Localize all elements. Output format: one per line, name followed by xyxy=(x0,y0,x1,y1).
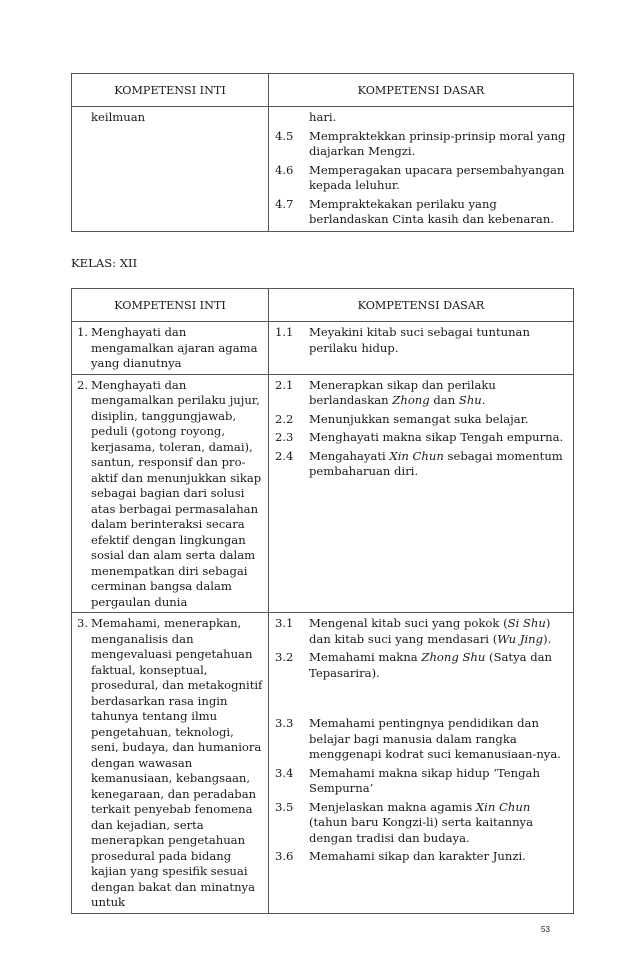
ki-number: 1. xyxy=(77,325,89,339)
ki-number: 3. xyxy=(77,616,89,630)
header-kompetensi-inti: KOMPETENSI INTI xyxy=(72,289,269,322)
kd-cell xyxy=(269,107,574,232)
kd-item-3-3: 3.3 Memahami pentingnya pendidikan dan belajar bagi manusia dalam rangka menggenapi kodrat suci kemanusiaan-nya. xyxy=(275,716,561,761)
kd-item-4-6: 4.6 Memperagakan upacara persembahyangan kepada leluhur. xyxy=(275,162,565,192)
ki-text: keilmuan xyxy=(91,110,146,124)
header-kompetensi-inti: KOMPETENSI INTI xyxy=(72,74,269,107)
kd-cell xyxy=(269,374,574,613)
kd-item-2-1: 2.1 Menerapkan sikap dan perilaku berlandaskan Zhong dan Shu. xyxy=(275,377,496,407)
kompetensi-table-kelas-xii xyxy=(71,288,574,914)
header-kompetensi-dasar: KOMPETENSI DASAR xyxy=(269,74,574,107)
kd-item-3-5: 3.5 Menjelaskan makna agamis Xin Chun (tahun baru Kongzi-li) serta kaitannya dengan tradisi dan budaya. xyxy=(275,799,534,845)
kd-cell xyxy=(269,613,574,914)
kd-cell xyxy=(269,322,574,375)
kd-item-3-2: 3.2 Memahami makna Zhong Shu (Satya dan Tepasarira). xyxy=(275,650,553,680)
kompetensi-table-continued xyxy=(71,73,574,232)
ki-cell xyxy=(72,107,269,232)
kelas-label: KELAS: XII xyxy=(71,256,138,270)
ki-text: Memahami, menerapkan, menganalisis dan mengevaluasi pengetahuan faktual, konseptual, prosedural, dan metakognitif berdasarkan rasa ingin tahunya tentang ilmu pengetahuan, teknologi, seni, budaya, dan humaniora dengan wawasan kemanusiaan, kebangsaan, kenegaraan, dan peradaban terkait penyebab fenomena dan kejadian, serta menerapkan pengetahuan prosedural pada bidang kajian yang spesifik sesuai dengan bakat dan minatnya untuk xyxy=(91,616,263,909)
kd-item-2-3: 2.3 Menghayati makna sikap Tengah empurna. xyxy=(275,430,564,444)
ki-text: Menghayati dan mengamalkan perilaku jujur, disiplin, tanggungjawab, peduli (gotong royong, kerjasama, toleran, damai), santun, responsif dan pro-aktif dan menunjukkan sikap sebagai bagian dari solusi atas berbagai permasalahan dalam berinteraksi secara efektif dengan lingkungan sosial dan alam serta dalam menempatkan diri sebagai cerminan bangsa dalam pergaulan dunia xyxy=(91,377,262,609)
table-header-row xyxy=(72,289,574,322)
kd-item-4-7: 4.7 Mempraktekakan perilaku yang berlandaskan Cinta kasih dan kebenaran. xyxy=(275,196,554,226)
kd-item-2-4: 2.4 Mengahayati Xin Chun sebagai momentum pembaharuan diri. xyxy=(275,448,563,478)
kd-item-3-1: 3.1 Mengenal kitab suci yang pokok (Si Shu) dan kitab suci yang mendasari (Wu Jing). xyxy=(275,616,552,646)
ki-cell xyxy=(72,374,269,613)
kd-item-1-1: 1.1 Meyakini kitab suci sebagai tuntunan perilaku hidup. xyxy=(275,325,530,355)
spacer xyxy=(275,684,567,716)
table-header-row xyxy=(72,74,574,107)
table-row xyxy=(72,322,574,375)
header-kompetensi-dasar: KOMPETENSI DASAR xyxy=(269,289,574,322)
kd-continuation: hari. xyxy=(309,110,337,124)
kd-item-2-2: 2.2 Menunjukkan semangat suka belajar. xyxy=(275,411,529,426)
ki-cell xyxy=(72,322,269,375)
table-row xyxy=(72,374,574,613)
ki-text: Menghayati dan mengamalkan ajaran agama yang dianutnya xyxy=(91,325,258,370)
ki-cell xyxy=(72,613,269,914)
page-number: 53 xyxy=(541,925,550,934)
ki-number: 2. xyxy=(77,377,89,392)
kd-item-4-5: 4.5 Mempraktekkan prinsip-prinsip moral yang diajarkan Mengzi. xyxy=(275,128,566,158)
table-row xyxy=(72,613,574,914)
kd-item-3-4: 3.4 Memahami makna sikap hidup ‘Tengah Sempurna’ xyxy=(275,765,540,795)
table-row xyxy=(72,107,574,232)
kd-item-3-6: 3.6 Memahami sikap dan karakter Junzi. xyxy=(275,849,526,863)
